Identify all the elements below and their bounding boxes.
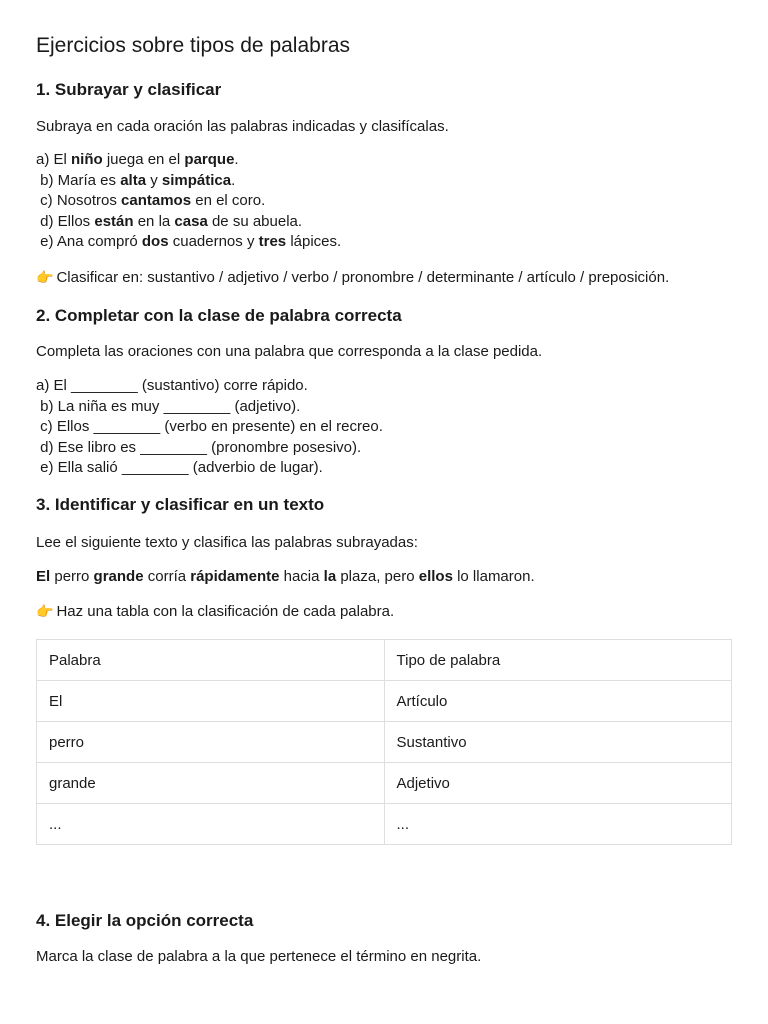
list-item: c) Nosotros cantamos en el coro.: [36, 192, 266, 209]
table-row: [37, 763, 732, 804]
pointing-hand-icon: 👉: [36, 603, 54, 619]
table-cell: ...: [384, 804, 732, 845]
section-4-instruction: Marca la clase de palabra a la que pertenece el término en negrita.: [36, 948, 482, 965]
table-row: [37, 804, 732, 845]
table-header-row: [37, 640, 732, 681]
list-item: a) El ________ (sustantivo) corre rápido.: [36, 377, 308, 394]
table-cell: El: [37, 681, 385, 722]
table-header-cell: Palabra: [37, 640, 385, 681]
table-cell: Artículo: [384, 681, 732, 722]
list-item: e) Ana compró dos cuadernos y tres lápices.: [36, 233, 342, 250]
list-item: b) La niña es muy ________ (adjetivo).: [36, 397, 301, 415]
section-4-heading: 4. Elegir la opción correcta: [36, 911, 254, 930]
section-3-text: El perro grande corría rápidamente hacia la plaza, pero ellos lo llamaron.: [36, 568, 535, 585]
list-item: a) El niño juega en el parque.: [36, 151, 239, 168]
table-cell: Adjetivo: [384, 763, 732, 804]
section-1-instruction: Subraya en cada oración las palabras indicadas y clasifícalas.: [36, 118, 449, 135]
table-row: [37, 681, 732, 722]
classification-table: [36, 639, 732, 845]
section-3-heading: 3. Identificar y clasificar en un texto: [36, 495, 325, 514]
list-item: e) Ella salió ________ (adverbio de lugar).: [36, 459, 323, 476]
section-2-list: [36, 376, 383, 479]
table-cell: Sustantivo: [384, 722, 732, 763]
list-item: c) Ellos ________ (verbo en presente) en el recreo.: [36, 418, 383, 435]
section-2-heading: 2. Completar con la clase de palabra correcta: [36, 306, 402, 325]
section-1-note: 👉 Clasificar en: sustantivo / adjetivo / verbo / pronombre / determinante / artículo / preposición.: [36, 269, 670, 286]
list-item: d) Ellos están en la casa de su abuela.: [36, 212, 303, 230]
section-3-instruction: Lee el siguiente texto y clasifica las palabras subrayadas:: [36, 534, 418, 551]
table-header-cell: Tipo de palabra: [384, 640, 732, 681]
section-3-note: 👉 Haz una tabla con la clasificación de cada palabra.: [36, 603, 395, 620]
table-row: [37, 722, 732, 763]
table-cell: ...: [37, 804, 385, 845]
list-item: d) Ese libro es ________ (pronombre posesivo).: [36, 438, 362, 456]
list-item: b) María es alta y simpática.: [36, 171, 236, 189]
table-cell: perro: [37, 722, 385, 763]
section-2-instruction: Completa las oraciones con una palabra que corresponda a la clase pedida.: [36, 343, 543, 360]
section-1-heading: 1. Subrayar y clasificar: [36, 80, 222, 99]
page-title: Ejercicios sobre tipos de palabras: [36, 34, 350, 57]
pointing-hand-icon: 👉: [36, 269, 54, 285]
table-cell: grande: [37, 763, 385, 804]
section-1-list: [36, 150, 341, 253]
